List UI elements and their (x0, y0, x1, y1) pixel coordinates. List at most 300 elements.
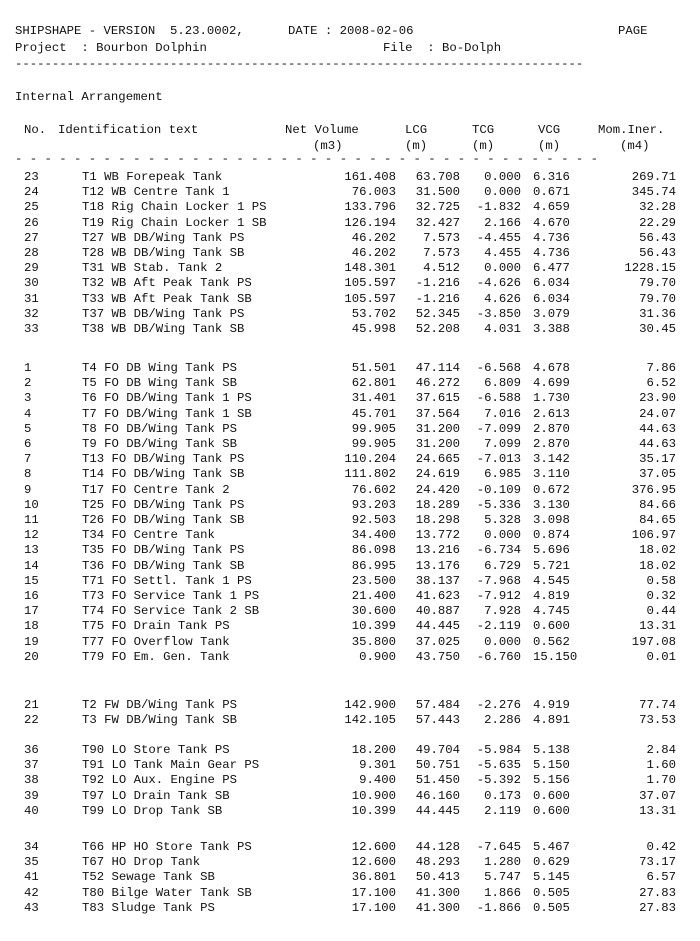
table-row (0, 276, 676, 291)
vcg-value: 2.870 (533, 437, 570, 452)
table-row (0, 322, 676, 337)
tcg-value: -1.866 (476, 900, 521, 915)
tank-no: 4 (24, 406, 32, 421)
net-volume: 12.600 (351, 840, 396, 854)
table-row (0, 804, 676, 819)
net-volume: 45.998 (351, 322, 396, 337)
vcg-value: 0.672 (533, 482, 570, 497)
lcg-value: 49.704 (415, 743, 460, 757)
tcg-value: 6.729 (484, 558, 521, 573)
vcg-value: 3.130 (533, 497, 570, 512)
table-row (0, 231, 676, 246)
vcg-value: 4.736 (533, 246, 570, 261)
tank-no: 7 (24, 452, 32, 467)
tcg-value: 1.866 (484, 885, 521, 900)
tank-identification: T5 FO DB Wing Tank SB (82, 376, 237, 391)
tcg-value: 2.286 (484, 713, 521, 728)
table-row (0, 361, 676, 376)
vcg-value: 4.670 (533, 215, 570, 230)
col-net-volume-unit: (m3) (313, 139, 343, 153)
mom-iner-value: 56.43 (639, 246, 676, 261)
lcg-value: 44.445 (415, 803, 460, 818)
table-row (0, 589, 676, 604)
vcg-value: 4.545 (533, 573, 570, 588)
lcg-value: 48.293 (415, 855, 460, 870)
tank-no: 19 (24, 634, 39, 649)
vcg-value: 0.600 (533, 619, 570, 634)
tcg-value: -4.455 (476, 230, 521, 245)
lcg-value: 57.443 (415, 713, 460, 728)
lcg-value: 52.208 (415, 322, 460, 337)
net-volume: 148.301 (344, 261, 396, 276)
tcg-value: 0.000 (484, 261, 521, 276)
mom-iner-value: 56.43 (639, 230, 676, 245)
tcg-value: -2.276 (476, 698, 521, 712)
vcg-value: 5.696 (533, 543, 570, 558)
tank-identification: T25 FO DB/Wing Tank PS (82, 497, 245, 512)
tcg-value: 7.928 (484, 604, 521, 619)
mom-iner-value: 73.17 (639, 855, 676, 870)
col-tcg-unit: (m) (472, 139, 495, 153)
tank-no: 6 (24, 437, 32, 452)
table-row (0, 698, 676, 713)
tank-no: 22 (24, 713, 39, 728)
table-row (0, 619, 676, 634)
tank-identification: T38 WB DB/Wing Tank SB (82, 322, 245, 337)
table-row (0, 292, 676, 307)
net-volume: 62.801 (351, 376, 396, 391)
net-volume: 53.702 (351, 306, 396, 321)
mom-iner-value: 30.45 (639, 322, 676, 337)
table-row (0, 407, 676, 422)
tcg-value: -4.626 (476, 276, 521, 291)
table-row (0, 635, 676, 650)
table-row (0, 513, 676, 528)
table-row (0, 743, 676, 758)
vcg-value: 0.505 (533, 885, 570, 900)
mom-iner-value: 0.32 (646, 589, 676, 604)
vcg-value: 4.891 (533, 713, 570, 728)
mom-iner-value: 44.63 (639, 437, 676, 452)
vcg-value: 4.659 (533, 200, 570, 215)
net-volume: 9.301 (359, 758, 396, 773)
tank-identification: T27 WB DB/Wing Tank PS (82, 230, 245, 245)
mom-iner-value: 84.66 (639, 497, 676, 512)
table-row (0, 773, 676, 788)
tank-no: 18 (24, 619, 39, 634)
tank-identification: T34 FO Centre Tank (82, 528, 215, 543)
net-volume: 10.399 (351, 619, 396, 634)
vcg-value: 0.600 (533, 803, 570, 818)
tcg-value: 0.000 (484, 528, 521, 543)
table-row (0, 713, 676, 728)
tank-no: 33 (24, 322, 39, 337)
tcg-value: -7.912 (476, 589, 521, 604)
net-volume: 92.503 (351, 513, 396, 528)
mom-iner-value: 1.60 (646, 758, 676, 773)
mom-iner-value: 13.31 (639, 619, 676, 634)
tank-no: 34 (24, 840, 39, 854)
tank-identification: T90 LO Store Tank PS (82, 743, 230, 757)
lcg-value: 46.272 (415, 376, 460, 391)
lcg-value: 44.128 (415, 840, 460, 854)
tank-group (0, 170, 676, 337)
tcg-value: -5.984 (476, 743, 521, 757)
net-volume: 161.408 (344, 170, 396, 184)
net-volume: 86.098 (351, 543, 396, 558)
mom-iner-value: 13.31 (639, 803, 676, 818)
col-lcg-unit: (m) (405, 139, 428, 153)
lcg-value: 41.623 (415, 589, 460, 604)
tank-identification: T71 FO Settl. Tank 1 PS (82, 573, 252, 588)
tcg-value: 2.119 (484, 803, 521, 818)
lcg-value: 57.484 (415, 698, 460, 712)
tank-identification: T77 FO Overflow Tank (82, 634, 230, 649)
tcg-value: -7.013 (476, 452, 521, 467)
tank-identification: T1 WB Forepeak Tank (82, 170, 223, 184)
table-row (0, 452, 676, 467)
mom-iner-value: 6.57 (646, 870, 676, 885)
tank-no: 20 (24, 649, 39, 664)
lcg-value: 37.564 (415, 406, 460, 421)
tank-identification: T74 FO Service Tank 2 SB (82, 604, 260, 619)
tank-identification: T92 LO Aux. Engine PS (82, 773, 237, 788)
table-row (0, 261, 676, 276)
tank-identification: T33 WB Aft Peak Tank SB (82, 291, 252, 306)
lcg-value: 24.420 (415, 482, 460, 497)
lcg-value: -1.216 (415, 291, 460, 306)
mom-iner-value: 37.07 (639, 788, 676, 803)
tank-no: 25 (24, 200, 39, 215)
lcg-value: 40.887 (415, 604, 460, 619)
mom-iner-value: 35.17 (639, 452, 676, 467)
tcg-value: 0.000 (484, 634, 521, 649)
tank-no: 15 (24, 573, 39, 588)
net-volume: 105.597 (344, 276, 396, 291)
tcg-value: -5.336 (476, 497, 521, 512)
vcg-value: 4.819 (533, 589, 570, 604)
net-volume: 35.800 (351, 634, 396, 649)
tank-no: 42 (24, 885, 39, 900)
table-row (0, 559, 676, 574)
tcg-value: 0.173 (484, 788, 521, 803)
program-version: SHIPSHAPE - VERSION 5.23.0002, (15, 24, 244, 38)
vcg-value: 15.150 (533, 649, 578, 664)
tcg-value: 4.031 (484, 322, 521, 337)
tcg-value: -7.099 (476, 421, 521, 436)
tank-identification: T73 FO Service Tank 1 PS (82, 589, 260, 604)
tank-identification: T14 FO DB/Wing Tank SB (82, 467, 245, 482)
tcg-value: 4.455 (484, 246, 521, 261)
mom-iner-value: 0.44 (646, 604, 676, 619)
mom-iner-value: 44.63 (639, 421, 676, 436)
tank-identification: T7 FO DB/Wing Tank 1 SB (82, 406, 252, 421)
col-net-volume: Net Volume (285, 123, 359, 137)
lcg-value: 43.750 (415, 649, 460, 664)
tank-group (0, 840, 676, 916)
tank-identification: T3 FW DB/Wing Tank SB (82, 713, 237, 728)
vcg-value: 1.730 (533, 391, 570, 406)
tcg-value: -5.635 (476, 758, 521, 773)
col-vcg: VCG (538, 123, 561, 137)
tcg-value: 5.328 (484, 513, 521, 528)
lcg-value: 47.114 (415, 361, 460, 375)
tcg-value: -6.568 (476, 361, 521, 375)
tank-no: 26 (24, 215, 39, 230)
tank-no: 11 (24, 513, 39, 528)
table-row (0, 467, 676, 482)
tank-no: 29 (24, 261, 39, 276)
col-no: No. (24, 123, 47, 137)
tank-no: 31 (24, 291, 39, 306)
mom-iner-value: 345.74 (631, 185, 676, 200)
lcg-value: 32.427 (415, 215, 460, 230)
table-row (0, 789, 676, 804)
net-volume: 30.600 (351, 604, 396, 619)
table-row (0, 886, 676, 901)
net-volume: 9.400 (359, 773, 396, 788)
tank-group (0, 743, 676, 819)
tank-no: 10 (24, 497, 39, 512)
net-volume: 126.194 (344, 215, 396, 230)
vcg-value: 2.870 (533, 421, 570, 436)
project-name: Project : Bourbon Dolphin (15, 41, 207, 55)
net-volume: 133.796 (344, 200, 396, 215)
lcg-value: 18.298 (415, 513, 460, 528)
tank-identification: T13 FO DB/Wing Tank PS (82, 452, 245, 467)
tank-no: 41 (24, 870, 39, 885)
mom-iner-value: 31.36 (639, 306, 676, 321)
tank-group (0, 361, 676, 665)
vcg-value: 5.150 (533, 758, 570, 773)
vcg-value: 4.678 (533, 361, 570, 375)
lcg-value: 63.708 (415, 170, 460, 184)
tank-no: 28 (24, 246, 39, 261)
table-row (0, 200, 676, 215)
table-row (0, 604, 676, 619)
tcg-value: -6.588 (476, 391, 521, 406)
net-volume: 99.905 (351, 421, 396, 436)
mom-iner-value: 27.83 (639, 900, 676, 915)
table-row (0, 574, 676, 589)
tank-no: 16 (24, 589, 39, 604)
lcg-value: 44.445 (415, 619, 460, 634)
mom-iner-value: 37.05 (639, 467, 676, 482)
lcg-value: 32.725 (415, 200, 460, 215)
mom-iner-value: 84.65 (639, 513, 676, 528)
tank-identification: T36 FO DB/Wing Tank SB (82, 558, 245, 573)
lcg-value: 13.216 (415, 543, 460, 558)
net-volume: 17.100 (351, 900, 396, 915)
tcg-value: -6.760 (476, 649, 521, 664)
tank-no: 14 (24, 558, 39, 573)
table-row (0, 216, 676, 231)
net-volume: 46.202 (351, 230, 396, 245)
table-row (0, 307, 676, 322)
tank-identification: T18 Rig Chain Locker 1 PS (82, 200, 267, 215)
vcg-value: 0.671 (533, 185, 570, 200)
net-volume: 10.399 (351, 803, 396, 818)
table-row (0, 437, 676, 452)
tank-no: 8 (24, 467, 32, 482)
vcg-value: 5.156 (533, 773, 570, 788)
lcg-value: 31.500 (415, 185, 460, 200)
col-mom-iner: Mom.Iner. (598, 123, 665, 137)
tank-no: 39 (24, 788, 39, 803)
tank-identification: T52 Sewage Tank SB (82, 870, 215, 885)
net-volume: 99.905 (351, 437, 396, 452)
net-volume: 105.597 (344, 291, 396, 306)
net-volume: 76.602 (351, 482, 396, 497)
net-volume: 110.204 (344, 452, 396, 467)
tank-no: 21 (24, 698, 39, 712)
lcg-value: 13.176 (415, 558, 460, 573)
tcg-value: -0.109 (476, 482, 521, 497)
column-headers (0, 122, 700, 156)
tank-identification: T6 FO DB/Wing Tank 1 PS (82, 391, 252, 406)
lcg-value: 13.772 (415, 528, 460, 543)
vcg-value: 4.736 (533, 230, 570, 245)
tcg-value: -1.832 (476, 200, 521, 215)
tcg-value: 7.099 (484, 437, 521, 452)
mom-iner-value: 269.71 (631, 170, 676, 184)
tcg-value: 4.626 (484, 291, 521, 306)
tank-identification: T4 FO DB Wing Tank PS (82, 361, 237, 375)
tank-no: 43 (24, 900, 39, 915)
tank-identification: T99 LO Drop Tank SB (82, 803, 223, 818)
mom-iner-value: 0.58 (646, 573, 676, 588)
file-name: File : Bo-Dolph (383, 41, 502, 55)
vcg-value: 6.477 (533, 261, 570, 276)
table-row (0, 855, 676, 870)
mom-iner-value: 18.02 (639, 543, 676, 558)
vcg-value: 6.034 (533, 291, 570, 306)
table-row (0, 840, 676, 855)
net-volume: 86.995 (351, 558, 396, 573)
table-row (0, 528, 676, 543)
vcg-value: 0.562 (533, 634, 570, 649)
net-volume: 31.401 (351, 391, 396, 406)
net-volume: 0.900 (359, 649, 396, 664)
tank-identification: T97 LO Drain Tank SB (82, 788, 230, 803)
tank-no: 27 (24, 230, 39, 245)
table-row (0, 246, 676, 261)
vcg-value: 3.110 (533, 467, 570, 482)
vcg-value: 3.098 (533, 513, 570, 528)
mom-iner-value: 23.90 (639, 391, 676, 406)
vcg-value: 0.629 (533, 855, 570, 870)
tank-no: 35 (24, 855, 39, 870)
lcg-value: 4.512 (423, 261, 460, 276)
table-row (0, 391, 676, 406)
lcg-value: 46.160 (415, 788, 460, 803)
tank-identification: T17 FO Centre Tank 2 (82, 482, 230, 497)
col-mom-iner-unit: (m4) (620, 139, 650, 153)
tcg-value: 7.016 (484, 406, 521, 421)
tank-identification: T75 FO Drain Tank PS (82, 619, 230, 634)
table-row (0, 422, 676, 437)
lcg-value: 24.665 (415, 452, 460, 467)
tank-identification: T9 FO DB/Wing Tank SB (82, 437, 237, 452)
tank-no: 13 (24, 543, 39, 558)
net-volume: 76.003 (351, 185, 396, 200)
vcg-value: 2.613 (533, 406, 570, 421)
lcg-value: 50.413 (415, 870, 460, 885)
tank-identification: T8 FO DB/Wing Tank PS (82, 421, 237, 436)
tank-no: 37 (24, 758, 39, 773)
mom-iner-value: 106.97 (631, 528, 676, 543)
vcg-value: 5.138 (533, 743, 570, 757)
section-title: Internal Arrangement (15, 90, 163, 104)
net-volume: 21.400 (351, 589, 396, 604)
tank-no: 12 (24, 528, 39, 543)
mom-iner-value: 27.83 (639, 885, 676, 900)
mom-iner-value: 79.70 (639, 276, 676, 291)
table-row (0, 185, 676, 200)
col-tcg: TCG (472, 123, 495, 137)
vcg-value: 5.145 (533, 870, 570, 885)
tcg-value: -2.119 (476, 619, 521, 634)
tank-identification: T67 HO Drop Tank (82, 855, 201, 870)
tank-identification: T80 Bilge Water Tank SB (82, 885, 252, 900)
tcg-value: -3.850 (476, 306, 521, 321)
table-row (0, 376, 676, 391)
mom-iner-value: 376.95 (631, 482, 676, 497)
report-date: DATE : 2008-02-06 (288, 24, 414, 38)
table-row (0, 901, 676, 916)
tank-identification: T66 HP HO Store Tank PS (82, 840, 252, 854)
vcg-value: 4.919 (533, 698, 570, 712)
tank-no: 36 (24, 743, 39, 757)
tank-identification: T37 WB DB/Wing Tank PS (82, 306, 245, 321)
net-volume: 142.105 (344, 713, 396, 728)
lcg-value: 38.137 (415, 573, 460, 588)
tcg-value: 1.280 (484, 855, 521, 870)
mom-iner-value: 197.08 (631, 634, 676, 649)
tank-identification: T28 WB DB/Wing Tank SB (82, 246, 245, 261)
vcg-value: 3.142 (533, 452, 570, 467)
vcg-value: 5.467 (533, 840, 570, 854)
tank-no: 32 (24, 306, 39, 321)
mom-iner-value: 6.52 (646, 376, 676, 391)
tank-identification: T83 Sludge Tank PS (82, 900, 215, 915)
tcg-value: -5.392 (476, 773, 521, 788)
net-volume: 23.500 (351, 573, 396, 588)
tank-identification: T32 WB Aft Peak Tank PS (82, 276, 252, 291)
net-volume: 93.203 (351, 497, 396, 512)
mom-iner-value: 18.02 (639, 558, 676, 573)
mom-iner-value: 2.84 (646, 743, 676, 757)
lcg-value: 41.300 (415, 885, 460, 900)
net-volume: 34.400 (351, 528, 396, 543)
table-row (0, 543, 676, 558)
mom-iner-value: 24.07 (639, 406, 676, 421)
tank-identification: T35 FO DB/Wing Tank PS (82, 543, 245, 558)
mom-iner-value: 0.42 (646, 840, 676, 854)
table-row (0, 650, 676, 665)
lcg-value: 7.573 (423, 246, 460, 261)
tank-group (0, 698, 676, 728)
lcg-value: 37.025 (415, 634, 460, 649)
table-row (0, 170, 676, 185)
tank-identification: T26 FO DB/Wing Tank SB (82, 513, 245, 528)
header-rule: ----------------------------------------------------------------------------- (15, 58, 584, 70)
tank-identification: T31 WB Stab. Tank 2 (82, 261, 223, 276)
tank-identification: T2 FW DB/Wing Tank PS (82, 698, 237, 712)
tank-identification: T91 LO Tank Main Gear PS (82, 758, 260, 773)
vcg-value: 4.745 (533, 604, 570, 619)
table-row (0, 498, 676, 513)
